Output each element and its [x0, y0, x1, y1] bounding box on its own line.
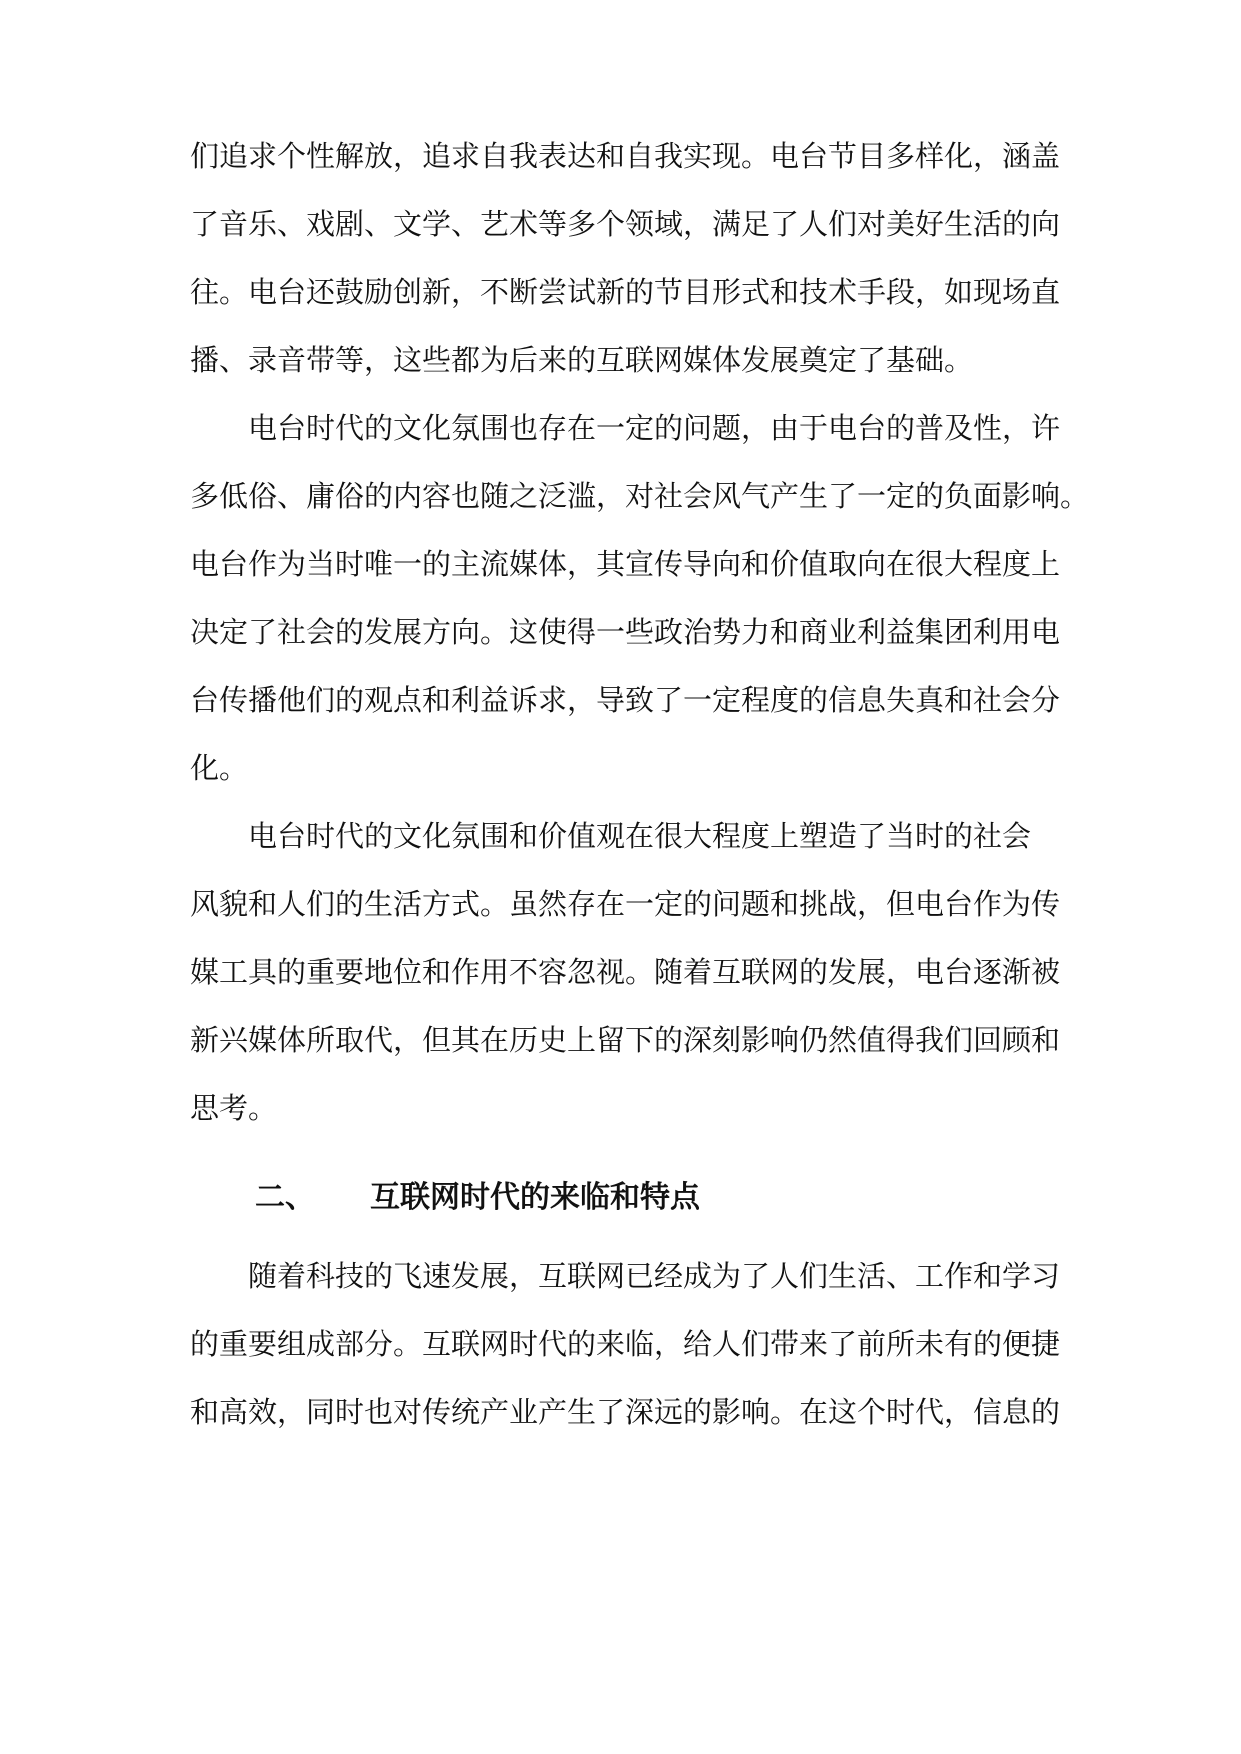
- paragraph-1-line-1: 们追求个性解放，追求自我表达和自我实现。电台节目多样化，涵盖: [190, 139, 1061, 173]
- section-title: 互联网时代的来临和特点: [370, 1180, 700, 1215]
- section-number: 二、: [255, 1180, 315, 1215]
- paragraph-4-line-1: 随着科技的飞速发展，互联网已经成为了人们生活、工作和学习: [248, 1259, 1061, 1293]
- paragraph-2-line-3: 电台作为当时唯一的主流媒体，其宣传导向和价值取向在很大程度上: [190, 547, 1061, 581]
- paragraph-2-line-5: 台传播他们的观点和利益诉求，导致了一定程度的信息失真和社会分: [190, 683, 1061, 717]
- paragraph-2-line-6: 化。: [190, 751, 249, 785]
- paragraph-1-line-4: 播、录音带等，这些都为后来的互联网媒体发展奠定了基础。: [190, 343, 974, 377]
- paragraph-2-line-4: 决定了社会的发展方向。这使得一些政治势力和商业利益集团利用电: [190, 615, 1061, 649]
- paragraph-2-line-2: 多低俗、庸俗的内容也随之泛滥，对社会风气产生了一定的负面影响。: [190, 479, 1090, 513]
- section-heading: [255, 1178, 700, 1218]
- paragraph-4-line-3: 和高效，同时也对传统产业产生了深远的影响。在这个时代，信息的: [190, 1395, 1061, 1429]
- paragraph-3-line-5: 思考。: [190, 1091, 278, 1125]
- paragraph-3-line-1: 电台时代的文化氛围和价值观在很大程度上塑造了当时的社会: [248, 819, 1032, 853]
- paragraph-4-line-2: 的重要组成部分。互联网时代的来临，给人们带来了前所未有的便捷: [190, 1327, 1061, 1361]
- paragraph-3-line-2: 风貌和人们的生活方式。虽然存在一定的问题和挑战，但电台作为传: [190, 887, 1061, 921]
- paragraph-3-line-3: 媒工具的重要地位和作用不容忽视。随着互联网的发展，电台逐渐被: [190, 955, 1061, 989]
- paragraph-1-line-3: 往。电台还鼓励创新，不断尝试新的节目形式和技术手段，如现场直: [190, 275, 1061, 309]
- paragraph-1-line-2: 了音乐、戏剧、文学、艺术等多个领域，满足了人们对美好生活的向: [190, 207, 1061, 241]
- paragraph-2-line-1: 电台时代的文化氛围也存在一定的问题，由于电台的普及性，许: [248, 411, 1061, 445]
- paragraph-3-line-4: 新兴媒体所取代，但其在历史上留下的深刻影响仍然值得我们回顾和: [190, 1023, 1061, 1057]
